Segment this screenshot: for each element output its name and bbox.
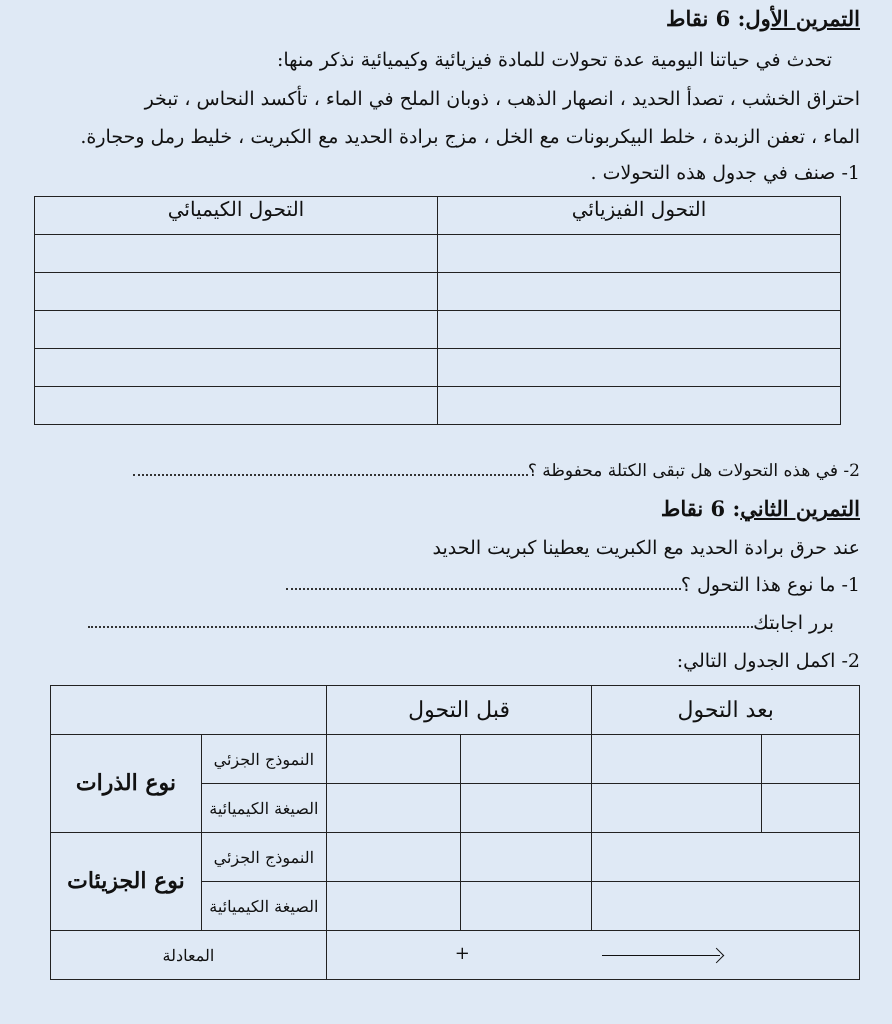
answer-dots[interactable] [286,582,681,590]
table-cell[interactable] [326,882,460,931]
atoms-type-label: نوع الذرات [51,735,202,833]
table-cell[interactable] [762,784,860,833]
equation-label: المعادلة [51,931,327,980]
table-cell[interactable] [460,833,592,882]
classification-table [34,196,841,425]
table-cell[interactable] [438,311,841,349]
table-cell[interactable] [460,784,592,833]
exercise2-question1 [286,574,860,597]
chemical-formula-label: الصيغة الكيميائية [201,784,326,833]
right-arrow-icon [602,955,720,956]
answer-dots[interactable] [88,620,753,628]
corner-cell [51,686,327,735]
exercise1-title: التمرين الأول [745,6,860,31]
table-cell[interactable] [460,735,592,784]
question2-text: 2- في هذه التحولات هل تبقى الكتلة محفوظة ؟ [527,461,860,481]
col-chemical-header: التحول الكيميائي [35,197,438,235]
exercise2-justify [88,612,834,635]
table-cell[interactable] [592,735,762,784]
exercise2-title: التمرين الثاني [740,496,860,521]
exercise1-intro: تحدث في حياتنا اليومية عدة تحولات للمادة فيزيائية وكيميائية نذكر منها: [276,49,832,71]
table-cell[interactable] [438,387,841,425]
after-transformation-header: بعد التحول [592,686,860,735]
table-cell[interactable] [460,882,592,931]
exercise1-heading [666,6,860,31]
table-cell[interactable] [438,235,841,273]
plus-sign: + [454,943,470,964]
chemical-formula-label: الصيغة الكيميائية [201,882,326,931]
question1-text: 1- ما نوع هذا التحول ؟ [680,574,860,596]
equation-cell[interactable] [326,931,859,980]
table-cell[interactable] [762,735,860,784]
answer-dots[interactable] [133,468,528,476]
exercise2-question2: 2- اكمل الجدول التالي: [676,650,860,672]
table-cell[interactable] [592,833,860,882]
before-transformation-header: قبل التحول [326,686,592,735]
exercise1-question1: 1- صنف في جدول هذه التحولات . [590,162,860,184]
table-cell[interactable] [35,235,438,273]
table-cell[interactable] [326,784,460,833]
table-cell[interactable] [35,311,438,349]
exercise2-points: : 6 نقاط [660,496,741,521]
exercise2-intro: عند حرق برادة الحديد مع الكبريت يعطينا كبريت الحديد [432,537,860,559]
table-cell[interactable] [35,349,438,387]
table-cell[interactable] [592,882,860,931]
transformation-table [50,685,860,980]
exercise1-list-line2: الماء ، تعفن الزبدة ، خلط البيكربونات مع الخل ، مزج برادة الحديد مع الكبريت ، خليط رمل وحجارة. [80,126,860,148]
table-cell[interactable] [326,833,460,882]
molecular-model-label: النموذج الجزئي [201,833,326,882]
exercise2-heading [661,496,860,521]
exercise1-question2 [133,461,860,481]
table-cell[interactable] [35,273,438,311]
exercise1-points: : 6 نقاط [666,6,746,31]
molecules-type-label: نوع الجزيئات [51,833,202,931]
table-cell[interactable] [35,387,438,425]
exercise1-list-line1: احتراق الخشب ، تصدأ الحديد ، انصهار الذهب ، ذوبان الملح في الماء ، تأكسد النحاس ، تبخر [144,88,860,110]
table-cell[interactable] [438,273,841,311]
molecular-model-label: النموذج الجزئي [201,735,326,784]
justify-text: برر اجابتك [753,612,834,634]
col-physical-header: التحول الفيزيائي [438,197,841,235]
table-cell[interactable] [326,735,460,784]
table-cell[interactable] [438,349,841,387]
table-cell[interactable] [592,784,762,833]
